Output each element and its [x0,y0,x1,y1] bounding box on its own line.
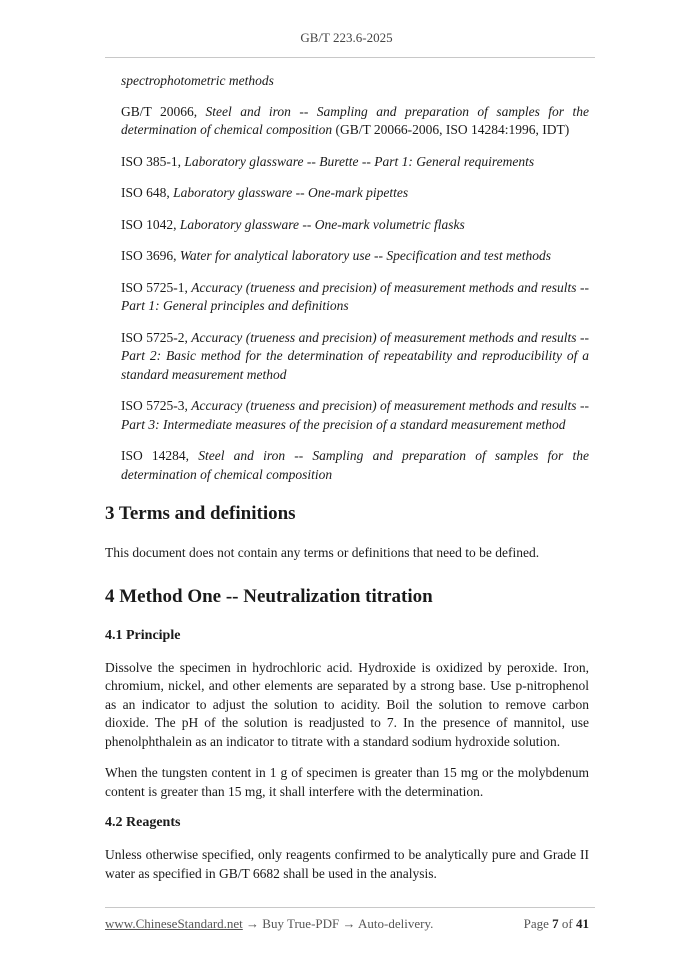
reference-number: ISO 1042, [121,216,180,232]
reference-number: ISO 3696, [121,248,180,263]
reference-number: ISO 385-1, [121,153,185,169]
total-pages: 41 [576,916,589,931]
footer-divider [105,907,595,908]
arrow-icon: → [339,916,359,931]
principle-paragraph-2: When the tungsten content in 1 g of specimen is greater than 15 mg or the molybdenum content is greater than 15 mg, it shall interfere with the determination. [105,765,589,799]
reference-number: ISO 14284, [121,448,199,463]
page-number [524,916,589,932]
reference-entry [121,184,589,203]
subsection-4-1-heading: 4.1 Principle [105,627,181,643]
reference-number: GB/T 20066, [121,103,206,119]
reference-entry [121,247,589,266]
buy-true-pdf-link[interactable]: Buy True-PDF [262,916,340,931]
principle-paragraph-1: Dissolve the specimen in hydrochloric acid. Hydroxide is oxidized by peroxide. Iron, chromium, nickel, and other elements are separated by a strong base. Use p-nitrophenol as an indicator to adjust the solution to acidity. Boil the solution to remove carbon dioxide. The pH of the solution is readjusted to 7. In the presence of mannitol, use phenolphthalein as an indicator to titrate with a standard sodium hydroxide solution. [105,659,589,749]
section-3-heading: 3 Terms and definitions [105,503,296,524]
reference-title: Accuracy (trueness and precision) of measurement methods and results -- Part 1: General principles and definitions [121,279,590,313]
current-page: 7 [552,916,559,931]
reference-title: Accuracy (trueness and precision) of measurement methods and results -- Part 2: Basic method for the determination of repeatability and reproducibility of a standard measurement method [121,329,590,382]
reference-entry [121,447,589,484]
reference-number: ISO 5725-1, [121,279,192,295]
reference-entry [121,72,589,91]
header-divider [105,57,595,58]
auto-delivery-text: Auto-delivery. [358,916,434,931]
reference-title: Laboratory glassware -- One-mark volumetric flasks [179,216,465,232]
footer-links [105,916,433,932]
normative-references-list [105,72,589,484]
reference-title: Laboratory glassware -- One-mark pipettes [173,185,409,200]
reference-entry [121,397,589,434]
reference-title: Steel and iron -- Sampling and preparation of samples for the determination of chemical composition [121,103,589,137]
reference-entry [121,279,589,316]
chinesestandard-link[interactable]: www.ChineseStandard.net [105,916,243,931]
reagents-paragraph-1: Unless otherwise specified, only reagents confirmed to be analytically pure and Grade II water as specified in GB/T 6682 shall be used in the analysis. [105,847,589,881]
reference-title: Steel and iron -- Sampling and preparation of samples for the determination of chemical composition [121,448,589,482]
reference-number: ISO 5725-3, [121,398,192,413]
subsection-4-2-heading: 4.2 Reagents [105,815,181,830]
reference-entry [121,216,589,235]
reference-entry [121,153,589,172]
page-label: Page [523,916,553,931]
reference-title: spectrophotometric methods [121,73,274,88]
reference-entry [121,103,589,140]
reference-number: ISO 648, [121,185,174,200]
section-4-heading: 4 Method One -- Neutralization titration [105,585,433,607]
arrow-icon: → [242,916,263,931]
reference-title: Laboratory glassware -- Burette -- Part 1: General requirements [184,153,535,169]
reference-entry [121,329,589,385]
page-footer [105,916,589,932]
section-3-text: This document does not contain any terms or definitions that need to be defined. [105,545,540,560]
reference-number: ISO 5725-2, [121,329,192,345]
reference-equivalence: (GB/T 20066-2006, ISO 14284:1996, IDT) [332,122,570,137]
document-body [105,72,589,896]
reference-title: Water for analytical laboratory use -- Specification and test methods [179,248,551,263]
reference-title: Accuracy (trueness and precision) of measurement methods and results -- Part 3: Intermediate measures of the precision of a standard measurement method [121,398,590,432]
of-label: of [558,916,576,931]
page-header: GB/T 223.6-2025 [300,30,393,45]
